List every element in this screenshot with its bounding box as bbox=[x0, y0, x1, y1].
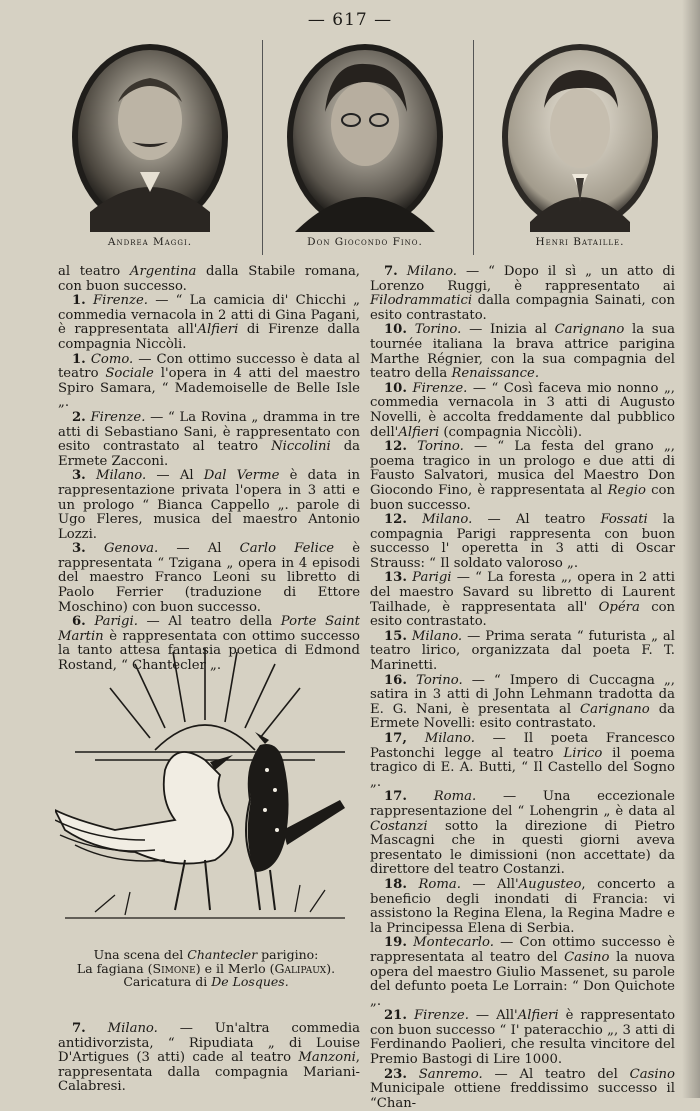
entry-text: da Ermete Zacconi. bbox=[58, 439, 361, 469]
entry-text: — “ Impero di Cuccagna „, satira in 3 atti di John Lehmann tradotta da E. G. Nani, è presentata al bbox=[370, 672, 676, 717]
entry-day: 7. bbox=[384, 264, 398, 279]
entry-day: 19. bbox=[384, 935, 407, 951]
chantecler-caricature-icon bbox=[55, 640, 355, 930]
entry-day: 7. bbox=[72, 1021, 86, 1036]
entry-day: 17, bbox=[384, 731, 407, 746]
entry-text: dalla Stabile romana, con buon successo. bbox=[58, 264, 360, 294]
entry-text bbox=[407, 877, 419, 892]
italic-text: Augusteo bbox=[518, 876, 582, 892]
entry-text: — “ La Rovina „ dramma in tre atti di Sebastiano Sani, è rappresentato con esito contrastato al teatro bbox=[58, 409, 360, 455]
entry-text: parigino: bbox=[257, 947, 319, 962]
portrait-giocondo-fino bbox=[275, 38, 455, 258]
italic-text: Lirico bbox=[563, 745, 603, 761]
italic-text: Opéra bbox=[598, 599, 640, 615]
entry-day: 3. bbox=[72, 541, 86, 557]
entry-day: 23. bbox=[384, 1066, 407, 1082]
left-column bbox=[58, 265, 360, 674]
entry-text: con esito contrastato. bbox=[370, 599, 676, 630]
caption-line bbox=[55, 962, 357, 976]
entry-text: — All' bbox=[460, 876, 519, 892]
entry-text bbox=[86, 468, 96, 483]
entry-text: è data in rappresentazione privata l'opera in 3 atti e un prologo “ Bianca Cappello „. parole di Ugo Fleres, musica del maestro Antonio Lozzi. bbox=[58, 468, 361, 542]
entry-day: 13. bbox=[384, 570, 407, 586]
entry-text: al teatro bbox=[58, 264, 130, 279]
chronicle-entry bbox=[58, 353, 360, 411]
entry-text: sotto la direzione di Pietro Mascagni che in questi giorni aveva presentato le dimissioni (non accettate) da direttore del teatro Costanzi. bbox=[370, 818, 675, 878]
italic-text: Milano. bbox=[422, 512, 473, 528]
entry-text: la sua tournée italiana la brava attrice parigina Marthe Régnier, con la sua compagnia del teatro della bbox=[370, 322, 675, 382]
chronicle-entry bbox=[370, 630, 675, 674]
chronicle-entry bbox=[370, 1068, 675, 1111]
entry-text: , concerto a beneficio degli inondati di Francia: vi assistono la Regina Elena, la Regina Madre e la Principessa Elena di Serbia. bbox=[370, 876, 675, 936]
italic-text: Carignano bbox=[554, 322, 625, 338]
italic-text: Fossati bbox=[600, 512, 648, 528]
chronicle-entry bbox=[370, 936, 675, 1009]
entry-text bbox=[407, 731, 425, 746]
portrait-andrea-maggi-icon bbox=[70, 42, 230, 232]
portrait-divider bbox=[473, 40, 474, 255]
italic-text: Alfieri bbox=[398, 424, 440, 440]
chronicle-entry bbox=[58, 294, 360, 352]
right-column bbox=[370, 265, 675, 1111]
entry-text: ). bbox=[326, 960, 336, 976]
chronicle-entry bbox=[370, 265, 675, 323]
italic-text: Casino bbox=[564, 949, 610, 965]
small-caps-text: Galipaux bbox=[274, 960, 327, 976]
italic-text: Como. bbox=[90, 351, 134, 367]
entry-text: l'opera in 4 atti del maestro Spiro Samara, “ Mademoiselle de Belle Isle „. bbox=[58, 366, 361, 411]
entry-text: Caricatura di bbox=[123, 974, 212, 989]
entry-day: 15. bbox=[384, 628, 407, 644]
entry-day: 1. bbox=[72, 351, 86, 367]
italic-text: De Losques. bbox=[211, 974, 289, 989]
italic-text: Dal Verme bbox=[203, 468, 280, 484]
portrait-henri-bataille-icon bbox=[500, 42, 660, 232]
entry-text: (compagnia Niccòli). bbox=[439, 424, 583, 440]
chronicle-entry bbox=[370, 440, 675, 513]
entry-text: da Ermete Novelli: esito contrastato. bbox=[370, 701, 676, 732]
entry-text: La fagiana ( bbox=[76, 960, 153, 976]
entry-day: 12. bbox=[384, 512, 407, 528]
entry-text: — Al teatro della bbox=[137, 614, 281, 630]
chronicle-entry bbox=[58, 469, 360, 542]
entry-text: — Al teatro bbox=[472, 512, 601, 528]
entry-text: — All' bbox=[468, 1008, 518, 1024]
entry-text bbox=[86, 541, 104, 556]
italic-text: Parigi. bbox=[94, 614, 138, 630]
italic-text: Torino. bbox=[417, 439, 464, 455]
italic-text: Roma. bbox=[418, 876, 461, 892]
entry-text bbox=[407, 322, 415, 337]
entry-text: — Al bbox=[146, 468, 204, 484]
italic-text: Torino. bbox=[414, 322, 462, 338]
entry-text: la nuova opera del maestro Giulio Massenet, su parole del defunto poeta Le Lorrain: “ Don Quichote „. bbox=[370, 949, 676, 1009]
italic-text: Milano. bbox=[107, 1021, 158, 1036]
entry-day: 3. bbox=[72, 468, 86, 484]
entry-text: — Inizia al bbox=[461, 322, 555, 338]
italic-text: Casino bbox=[629, 1066, 675, 1082]
entry-text: Una scena del bbox=[93, 947, 188, 962]
italic-text: Firenze. bbox=[413, 1008, 469, 1024]
entry-day: 17. bbox=[384, 789, 407, 805]
chronicle-entry bbox=[58, 542, 360, 615]
entry-day: 1. bbox=[72, 293, 86, 309]
italic-text: Niccolini bbox=[271, 439, 331, 455]
italic-text: Alfieri bbox=[197, 322, 239, 338]
italic-text: Costanzi bbox=[370, 818, 428, 834]
entry-text: — “ La camicia di' Chicchi „ commedia vernacola in 2 atti di Gina Pagani, è rappresentata all' bbox=[58, 293, 360, 338]
entry-text: è rappresentato con buon successo “ I' pateracchio „, 3 atti di Ferdinando Paolieri, che resulta vincitore del Premio Bastogi di Lire 1000. bbox=[370, 1008, 676, 1068]
italic-text: Firenze. bbox=[93, 293, 148, 309]
entry-text: — Al teatro del bbox=[482, 1066, 630, 1082]
entry-text: è rappresentata con ottimo successo la tanto attesa fantasia poetica di Edmond Rostand, “ Chantecler „. bbox=[58, 628, 360, 674]
page-edge-shadow bbox=[682, 0, 700, 1098]
chronicle-entry bbox=[370, 732, 675, 790]
chronicle-entry bbox=[58, 265, 360, 294]
entry-text: , rappresentata dalla compagnia Mariani-Calabresi. bbox=[58, 1050, 360, 1095]
portrait-caption: Andrea Maggi. bbox=[107, 236, 193, 248]
italic-text: Sociale bbox=[105, 366, 154, 382]
caption-line bbox=[55, 948, 357, 962]
italic-text: Montecarlo. bbox=[413, 935, 494, 951]
entry-text: di Firenze dalla compagnia Niccòli. bbox=[58, 322, 360, 352]
entry-text bbox=[407, 1008, 414, 1023]
entry-day: 6. bbox=[72, 614, 86, 630]
entry-text bbox=[407, 789, 434, 804]
entry-day: 10. bbox=[384, 380, 407, 396]
italic-text: Roma. bbox=[433, 789, 477, 805]
italic-text: Filodrammatici bbox=[370, 293, 473, 309]
italic-text: Porte Saint Martin bbox=[58, 614, 360, 644]
entry-text: — Con ottimo successo è rappresentata al teatro del bbox=[370, 935, 675, 965]
entry-day: 12. bbox=[384, 439, 407, 455]
chronicle-entry bbox=[370, 674, 675, 732]
italic-text: Alfieri bbox=[517, 1008, 559, 1024]
entry-text: con buon successo. bbox=[370, 482, 675, 513]
entry-text: dalla compagnia Sainati, con esito contrastato. bbox=[370, 293, 675, 323]
italic-text: Chantecler bbox=[187, 947, 258, 962]
portrait-caption: Henri Bataille. bbox=[535, 236, 625, 248]
illustration-caption bbox=[55, 948, 357, 989]
entry-text: — Il poeta Francesco Pastonchi legge al teatro bbox=[370, 731, 675, 761]
entry-text bbox=[407, 439, 417, 454]
entry-text bbox=[86, 1021, 108, 1036]
italic-text: Sanremo. bbox=[418, 1066, 483, 1082]
portrait-henri-bataille bbox=[490, 38, 670, 258]
italic-text: Firenze. bbox=[90, 409, 146, 425]
italic-text: Parigi bbox=[412, 570, 452, 586]
italic-text: Carlo Felice bbox=[239, 541, 335, 557]
italic-text: Milano. bbox=[411, 628, 463, 644]
portrait-giocondo-fino-icon bbox=[285, 42, 445, 232]
portrait-caption: Don Giocondo Fino. bbox=[307, 236, 423, 248]
entry-day: 18. bbox=[384, 876, 407, 892]
entry-text: ) e il Merlo ( bbox=[195, 960, 275, 976]
italic-text: Manzoni bbox=[298, 1050, 356, 1066]
italic-text: Milano. bbox=[96, 468, 147, 484]
portrait-divider bbox=[262, 40, 263, 255]
entry-text: — Una eccezionale rappresentazione del “ Lohengrin „ è data al bbox=[370, 789, 675, 819]
chronicle-entry bbox=[58, 1022, 360, 1095]
entry-text bbox=[86, 293, 93, 308]
portrait-row bbox=[60, 38, 670, 258]
entry-text: — “ La foresta „, opera in 2 atti del maestro Savard su libretto di Laurent Tailhade, è rappresentata all' bbox=[370, 570, 675, 615]
chronicle-entry bbox=[370, 513, 675, 571]
chronicle-entry bbox=[370, 571, 675, 629]
italic-text: Regio bbox=[607, 482, 646, 498]
entry-text bbox=[407, 673, 416, 688]
chronicle-entry bbox=[370, 790, 675, 878]
entry-text: — Con ottimo successo è data al teatro bbox=[58, 351, 360, 382]
italic-text: Carignano bbox=[580, 701, 650, 717]
entry-day: 2. bbox=[72, 409, 86, 425]
entry-text: — Un'altra commedia antidivorzista, “ Ripudiata „ di Louise D'Artigues (3 atti) cade al teatro bbox=[58, 1021, 361, 1066]
entry-text bbox=[398, 264, 407, 279]
chronicle-entry bbox=[370, 382, 675, 440]
entry-text: — “ Dopo il sì „ un atto di Lorenzo Ruggi, è rappresentato ai bbox=[370, 264, 675, 294]
page-number: — 617 — bbox=[307, 10, 393, 30]
entry-text: — “ Così faceva mio nonno „, commedia vernacola in 3 atti di Augusto Novelli, è accolta freddamente dal pubblico dell' bbox=[370, 380, 675, 440]
entry-day: 10. bbox=[384, 322, 407, 338]
left-column-bottom bbox=[58, 1022, 360, 1095]
entry-text: la compagnia Parigi rappresenta con buon successo l' operetta in 3 atti di Oscar Strauss: “ Il soldato valoroso „. bbox=[370, 512, 675, 571]
small-caps-text: Simone bbox=[152, 960, 196, 976]
entry-text: Municipale ottiene freddissimo successo il “Chan- bbox=[370, 1081, 675, 1111]
chronicle-entry bbox=[370, 878, 675, 936]
italic-text: Renaissance. bbox=[451, 366, 540, 382]
entry-text: è rappresentata “ Tzigana „ opera in 4 episodi del maestro Franco Leoni su libretto di Paolo Ferrier (traduzione di Ettore Moschino) con buon successo. bbox=[58, 541, 361, 615]
italic-text: Torino. bbox=[416, 672, 463, 688]
italic-text: Milano. bbox=[424, 731, 475, 746]
entry-text: — Al bbox=[158, 541, 240, 557]
italic-text: Milano. bbox=[406, 264, 457, 279]
chronicle-entry bbox=[370, 323, 675, 381]
entry-text: — “ La festa del grano „, poema tragico in un prologo e due atti di Fausto Salvatori, musica del Maestro Don Giocondo Fino, è rappresentata al bbox=[370, 439, 675, 498]
italic-text: Genova. bbox=[103, 541, 159, 557]
italic-text: Argentina bbox=[129, 264, 197, 279]
entry-text bbox=[407, 512, 422, 527]
entry-text: il poema tragico di E. A. Butti, “ Il Castello del Sogno „. bbox=[370, 745, 675, 790]
italic-text: Firenze. bbox=[412, 380, 468, 396]
entry-day: 16. bbox=[384, 672, 407, 688]
entry-text bbox=[407, 1067, 419, 1082]
chronicle-entry bbox=[58, 411, 360, 469]
portrait-andrea-maggi bbox=[60, 38, 240, 258]
chronicle-entry bbox=[370, 1009, 675, 1067]
caption-line bbox=[55, 975, 357, 989]
entry-text: — Prima serata “ futurista „ al teatro lirico, organizzata dal poeta F. T. Marinetti. bbox=[370, 628, 675, 674]
entry-day: 21. bbox=[384, 1008, 407, 1024]
